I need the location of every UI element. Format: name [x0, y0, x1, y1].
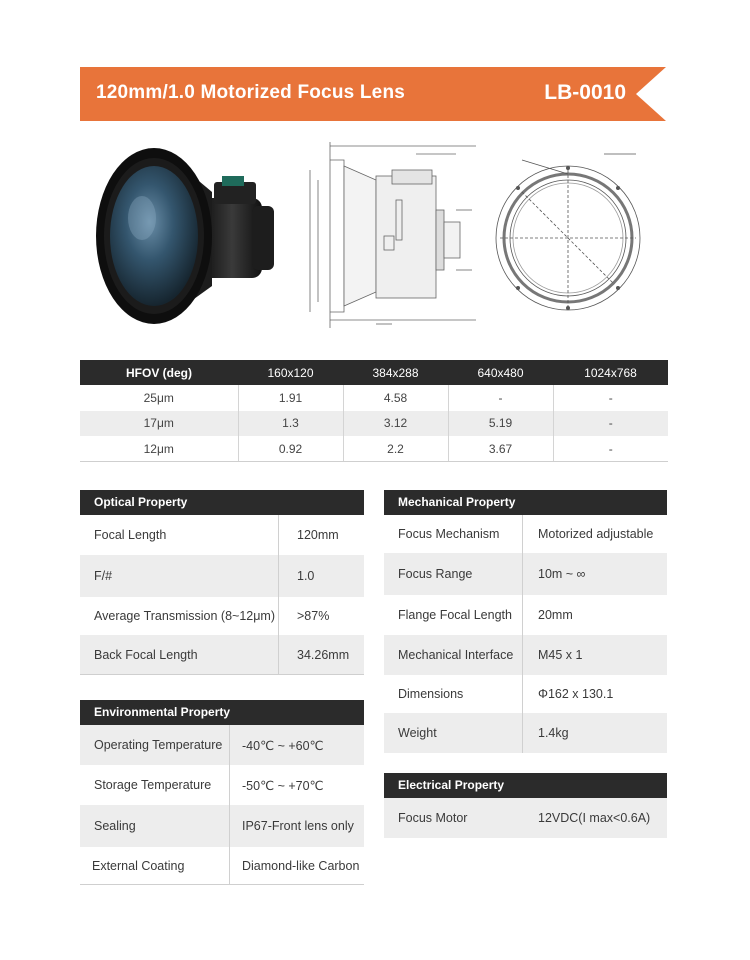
pixel-pitch-cell: 17μm: [80, 411, 238, 437]
spec-label: Dimensions: [384, 675, 523, 713]
electrical-property-title: Electrical Property: [384, 773, 667, 798]
pixel-pitch-cell: 12μm: [80, 436, 238, 462]
environmental-property-title: Environmental Property: [80, 700, 364, 725]
hfov-table: [80, 360, 668, 462]
hfov-header-cell: 160x120: [238, 360, 343, 385]
spec-value: 10m ~ ∞: [538, 567, 586, 581]
spec-row: [80, 765, 364, 805]
optical-property-title: Optical Property: [80, 490, 364, 515]
hfov-value-cell: -: [553, 411, 668, 437]
hfov-value-cell: 5.19: [448, 411, 553, 437]
mechanical-property-panel: [384, 490, 667, 753]
spec-row: [384, 713, 667, 753]
spec-row: [80, 555, 364, 597]
hfov-value-cell: 1.91: [238, 385, 343, 411]
spec-label: Focus Motor: [398, 811, 468, 825]
spec-row: [384, 635, 667, 675]
electrical-property-panel: [384, 773, 667, 838]
hfov-header-row: [80, 360, 668, 385]
spec-label: Mechanical Interface: [384, 635, 523, 675]
product-code: LB-0010: [544, 81, 626, 104]
spec-value: 20mm: [538, 608, 573, 622]
spec-value: 1.0: [297, 569, 315, 583]
spec-value: M45 x 1: [538, 648, 583, 662]
hfov-value-cell: 4.58: [343, 385, 448, 411]
spec-label: External Coating: [80, 847, 230, 884]
spec-label: Focus Range: [384, 553, 523, 595]
spec-value: 12VDC(I max<0.6A): [538, 811, 651, 825]
lens-photo: [92, 140, 282, 332]
spec-value: >87%: [297, 609, 330, 623]
spec-row: [384, 553, 667, 595]
hfov-value-cell: -: [608, 390, 613, 405]
hfov-header-cell: 1024x768: [553, 360, 668, 385]
spec-label: Flange Focal Length: [384, 595, 523, 635]
spec-value: -50℃ ~ +70℃: [242, 778, 324, 793]
hfov-value-cell: -: [448, 385, 553, 411]
table-row: [80, 436, 668, 462]
front-view-drawing: [492, 140, 664, 332]
optical-property-panel: [80, 490, 364, 675]
spec-label: Weight: [384, 713, 523, 753]
mechanical-property-title: Mechanical Property: [384, 490, 667, 515]
hfov-value-cell: 3.67: [448, 436, 553, 462]
spec-value: 34.26mm: [297, 647, 350, 662]
spec-row: [384, 675, 667, 713]
spec-label: Average Transmission (8~12μm): [80, 597, 279, 635]
spec-value: 1.4kg: [538, 726, 569, 740]
spec-row: [80, 725, 364, 765]
spec-value: -40℃ ~ +60℃: [242, 738, 324, 753]
hfov-value-cell: -: [553, 436, 668, 462]
hfov-value-cell: 1.3: [238, 411, 343, 437]
spec-label: Storage Temperature: [80, 765, 230, 805]
hfov-header-cell: 384x288: [343, 360, 448, 385]
spec-row: [384, 798, 667, 838]
spec-label: Sealing: [80, 805, 230, 847]
table-row: [80, 385, 668, 411]
environmental-property-panel: [80, 700, 364, 885]
pixel-pitch-cell: 25μm: [80, 385, 238, 411]
spec-value: IP67-Front lens only: [242, 819, 354, 833]
title-banner: [80, 67, 666, 121]
hfov-value-cell: 2.2: [343, 436, 448, 462]
spec-row: [80, 805, 364, 847]
hfov-header-cell: 640x480: [448, 360, 553, 385]
spec-row: [384, 595, 667, 635]
spec-label: Focal Length: [80, 515, 279, 555]
spec-label: F/#: [80, 555, 279, 597]
spec-value: Motorized adjustable: [538, 527, 654, 541]
spec-value: Φ162 x 130.1: [538, 687, 614, 701]
spec-label: Back Focal Length: [80, 635, 279, 674]
spec-label: Focus Mechanism: [384, 515, 523, 553]
hfov-value-cell: 0.92: [238, 436, 343, 462]
spec-row: [384, 515, 667, 553]
hfov-header-cell: HFOV (deg): [80, 360, 238, 385]
spec-value: 120mm: [297, 528, 339, 542]
spec-label: Operating Temperature: [80, 725, 230, 765]
spec-row: [80, 597, 364, 635]
product-title: 120mm/1.0 Motorized Focus Lens: [96, 82, 406, 103]
spec-row: [80, 847, 364, 885]
side-dimension-drawing: [296, 140, 482, 332]
spec-value: Diamond-like Carbon: [242, 858, 360, 873]
spec-row: [80, 515, 364, 555]
table-row: [80, 411, 668, 437]
hfov-value-cell: 3.12: [343, 411, 448, 437]
spec-row: [80, 635, 364, 675]
